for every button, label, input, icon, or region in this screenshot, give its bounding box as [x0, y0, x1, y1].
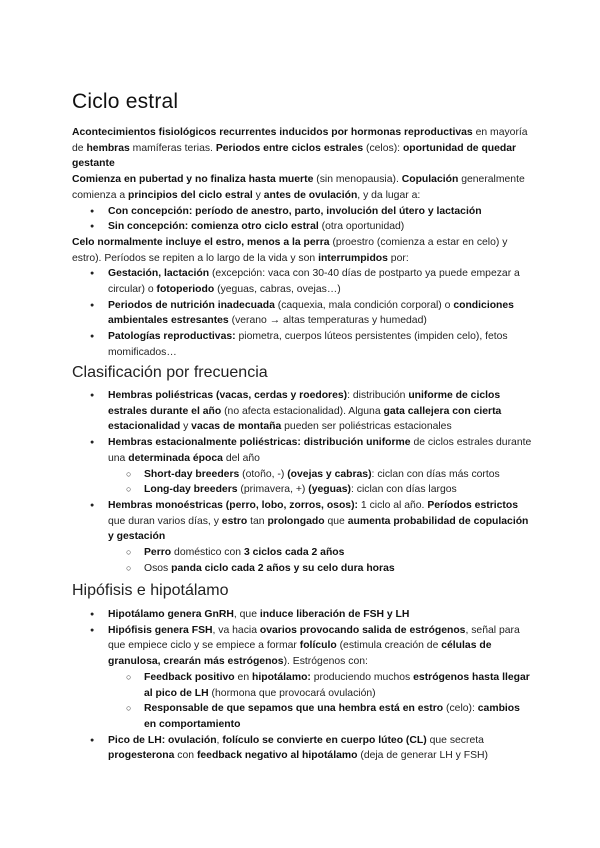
- list-item: ○ Feedback positivo en hipotálamo: produciendo muchos estrógenos hasta llegar al pico de LH (hormona que provocará ovulación): [72, 670, 532, 701]
- interruption-list: [72, 266, 532, 360]
- list-item: ● Hembras poliéstricas (vacas, cerdas y roedores): distribución uniforme de ciclos estrales durante el año (no afecta estacionalidad). Alguna gata callejera con cierta estacionalidad y vacas de montaña pueden ser poliéstricas estacionales: [72, 388, 532, 435]
- list-item: ● Sin concepción: comienza otro ciclo estral (otra oportunidad): [72, 219, 532, 235]
- list-item: ● Hipófisis genera FSH, va hacia ovarios provocando salida de estrógenos, señal para que empiece ciclo y se empiece a formar folículo (estimula creación de células de granulosa, crearán más estrógenos). Estrógenos con:: [72, 623, 532, 670]
- list-item: ● Pico de LH: ovulación, folículo se convierte en cuerpo lúteo (CL) que secreta progesterona con feedback negativo al hipotálamo (deja de generar LH y FSH): [72, 733, 532, 764]
- list-item: ● Gestación, lactación (excepción: vaca con 30-40 días de postparto ya puede empezar a circular) o fotoperiodo (yeguas, cabras, ovejas…): [72, 266, 532, 297]
- conception-list: [72, 204, 532, 235]
- section-heading-hipofisis: Hipófisis e hipotálamo: [72, 582, 229, 599]
- list-item: ● Hembras estacionalmente poliéstricas: distribución uniforme de ciclos estrales durante una determinada época del año: [72, 435, 532, 466]
- list-item: ● Patologías reproductivas: piometra, cuerpos lúteos persistentes (impiden celo), fetos momificados…: [72, 329, 532, 360]
- section-hipofisis: [72, 607, 532, 764]
- intro-paragraph: Acontecimientos fisiológicos recurrentes inducidos por hormonas reproductivas en mayoría de hembras mamíferas terias. Periodos entre ciclos estrales (celos): oportunidad de quedar gestante: [72, 127, 528, 170]
- list-item: ● Con concepción: período de anestro, parto, involución del útero y lactación: [72, 204, 532, 220]
- list-item: ● Hembras monoéstricas (perro, lobo, zorros, osos): 1 ciclo al año. Períodos estrictos que duran varios días, y estro tan prolongado que aumenta probabilidad de copulación y gestación: [72, 498, 532, 545]
- section-ciclo-estral: [72, 125, 532, 361]
- page-title: Ciclo estral: [72, 90, 179, 113]
- list-item: ○ Osos panda ciclo cada 2 años y su celo dura horas: [72, 561, 532, 577]
- section-heading-frecuencia: Clasificación por frecuencia: [72, 364, 268, 381]
- celo-paragraph: Celo normalmente incluye el estro, menos a la perra (proestro (comienza a estar en celo) y estro). Períodos se repiten a lo largo de la vida y son interrumpidos por:: [72, 236, 508, 264]
- hypophysis-list: [72, 607, 532, 764]
- section-frecuencia: [72, 388, 532, 576]
- frequency-list: [72, 388, 532, 576]
- list-item: ○ Perro doméstico con 3 ciclos cada 2 años: [72, 545, 532, 561]
- puberty-paragraph: Comienza en pubertad y no finaliza hasta muerte (sin menopausia). Copulación generalmente comienza a principios del ciclo estral y antes de ovulación, y da lugar a:: [72, 174, 525, 201]
- list-item: ○ Responsable de que sepamos que una hembra está en estro (celo): cambios en comportamiento: [72, 701, 532, 732]
- list-item: ● Periodos de nutrición inadecuada (caquexia, mala condición corporal) o condiciones ambientales estresantes (verano → altas temperaturas y humedad): [72, 298, 532, 329]
- list-item: ● Hipotálamo genera GnRH, que induce liberación de FSH y LH: [72, 607, 532, 623]
- list-item: ○ Short-day breeders (otoño, -) (ovejas y cabras): ciclan con días más cortos: [72, 467, 532, 483]
- list-item: ○ Long-day breeders (primavera, +) (yeguas): ciclan con días largos: [72, 482, 532, 498]
